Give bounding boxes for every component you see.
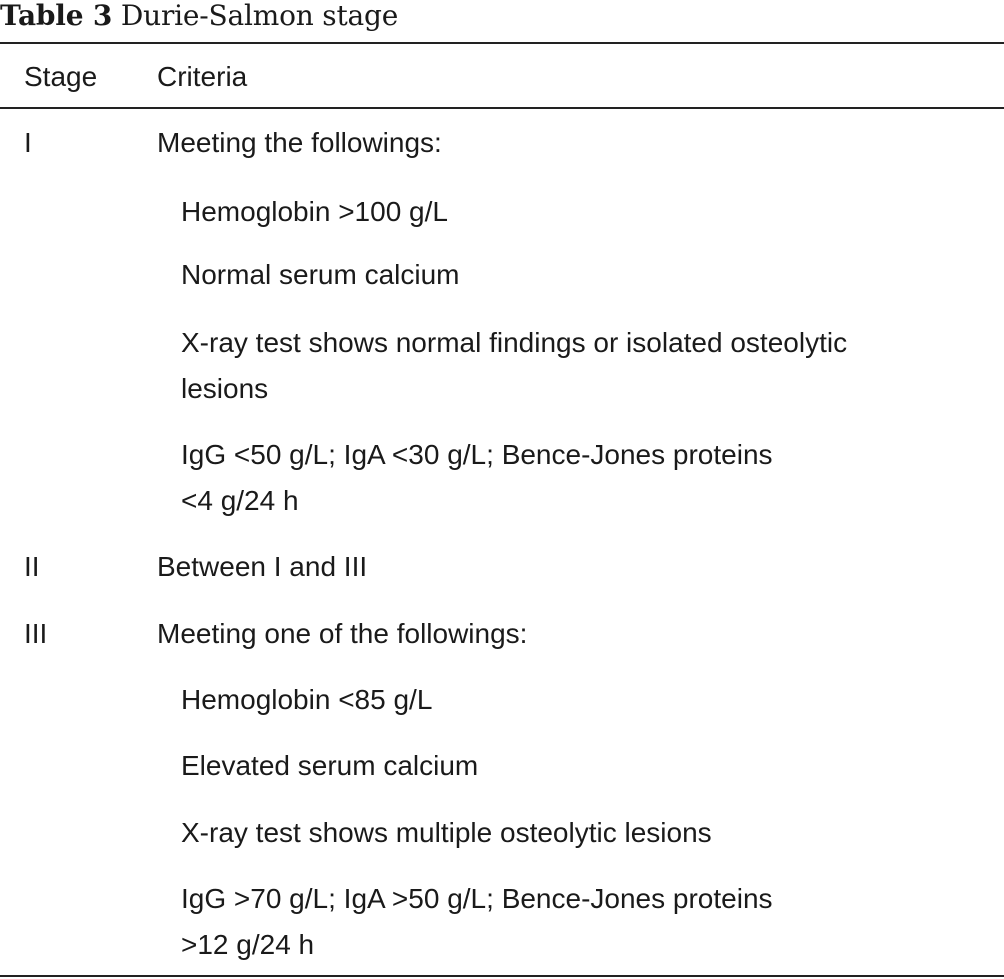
stage-iii-item-hemoglobin: Hemoglobin <85 g/L <box>181 684 433 715</box>
table-header-rule <box>0 107 1004 109</box>
stage-ii-label: II <box>24 551 40 582</box>
stage-i-label: I <box>24 127 32 158</box>
stage-i-item-calcium: Normal serum calcium <box>181 259 460 290</box>
stage-i-criteria: Meeting the followings: <box>157 127 442 158</box>
header-stage: Stage <box>24 61 98 92</box>
stage-i-item-hemoglobin: Hemoglobin >100 g/L <box>181 196 448 227</box>
stage-i-item-xray-cont: lesions <box>181 373 269 404</box>
stage-i-item-igg: IgG <50 g/L; IgA <30 g/L; Bence-Jones proteins <box>181 439 773 470</box>
table-caption-title: Durie-Salmon stage <box>120 0 399 32</box>
table-top-rule <box>0 42 1004 44</box>
stage-ii-criteria: Between I and III <box>157 551 368 582</box>
stage-iii-criteria: Meeting one of the followings: <box>157 618 528 649</box>
header-criteria: Criteria <box>157 61 248 92</box>
table-caption-label: Table 3 <box>0 0 113 32</box>
stage-iii-item-igg: IgG >70 g/L; IgA >50 g/L; Bence-Jones proteins <box>181 883 773 914</box>
stage-iii-item-calcium: Elevated serum calcium <box>181 750 479 781</box>
stage-i-item-igg-cont: <4 g/24 h <box>181 485 299 516</box>
table-caption <box>0 0 398 40</box>
table-bottom-rule <box>0 975 1004 977</box>
stage-iii-item-xray: X-ray test shows multiple osteolytic lesions <box>181 817 712 848</box>
stage-iii-item-igg-cont: >12 g/24 h <box>181 929 315 960</box>
stage-i-item-xray: X-ray test shows normal findings or isolated osteolytic <box>181 327 848 358</box>
stage-iii-label: III <box>24 618 48 649</box>
